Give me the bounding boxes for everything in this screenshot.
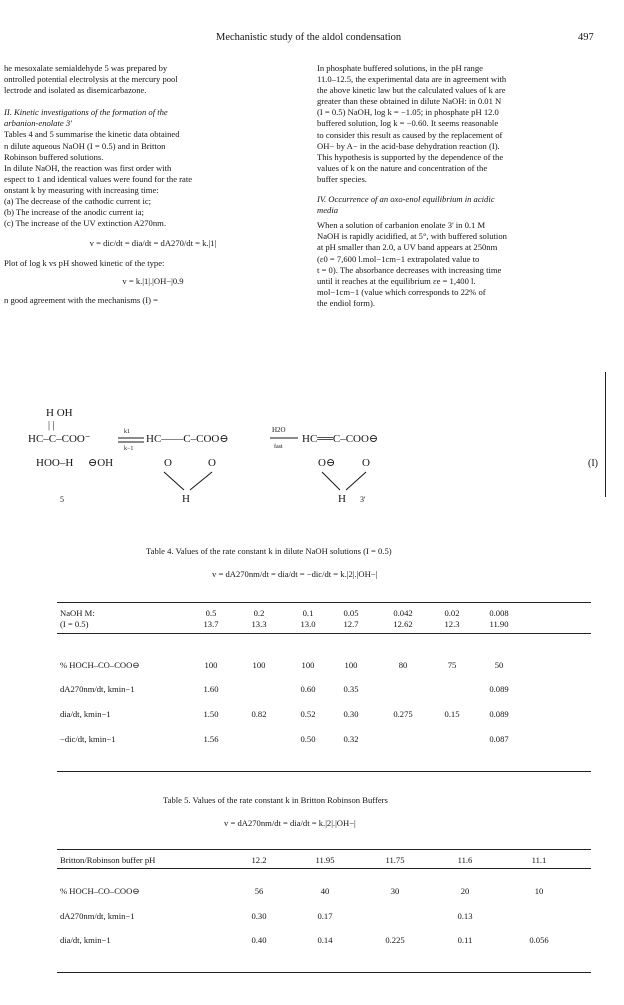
- body-line: Plot of log k vs pH showed kinetic of the type:: [4, 258, 165, 269]
- table-cell: 0.275: [393, 709, 413, 719]
- body-line: values of k on the nature and concentration of the: [317, 162, 488, 173]
- table-row-label: dA270nm/dt, kmin−1: [60, 684, 135, 694]
- table-row-label: −dic/dt, kmin−1: [60, 734, 116, 744]
- rate-k-minus-1: k−1: [124, 446, 134, 452]
- table4-header-label: NaOH M:: [60, 608, 95, 618]
- body-line: he mesoxalate semialdehyde 5 was prepared by: [4, 63, 168, 73]
- rate-k1: k1: [124, 429, 130, 435]
- scheme-label: (I): [588, 458, 598, 469]
- table-cell: 0.60: [300, 684, 316, 694]
- table-cell: 1.56: [203, 734, 219, 744]
- table-row-label: dia/dt, kmin−1: [60, 709, 111, 719]
- equation-1: v = dic/dt = dia/dt = dA270/dt = k.|1|: [89, 238, 217, 249]
- body-line: n good agreement with the mechanisms (I) =: [4, 294, 158, 305]
- table-cell: 10: [534, 886, 544, 896]
- table4-header-ionic: (I = 0.5): [60, 619, 89, 629]
- spacer: [317, 185, 602, 194]
- table-cell: 1.60: [203, 684, 219, 694]
- scheme-lower-left: HOO–H: [36, 457, 74, 469]
- table-cell: 0.05: [343, 608, 359, 618]
- section-heading: media: [317, 205, 339, 216]
- table5-header-label: Britton/Robinson buffer pH: [60, 855, 156, 865]
- table-cell: 11.95: [315, 855, 335, 865]
- body-line: This hypothesis is supported by the dependence of the: [317, 151, 504, 162]
- table4-caption: Table 4. Values of the rate constant k in dilute NaOH solutions (I = 0.5): [146, 546, 392, 556]
- scheme-oxygen: O: [362, 457, 370, 469]
- body-line: (b) The increase of the anodic current ia;: [4, 207, 144, 218]
- section-heading: arbanion-enolate 3': [4, 118, 72, 129]
- table5-top-rule: [57, 849, 591, 850]
- table-cell: 0.30: [251, 911, 267, 921]
- scheme-oxygen: O: [208, 457, 216, 469]
- table-cell: 12.62: [393, 619, 413, 629]
- left-column: [4, 63, 302, 306]
- running-title: Mechanistic study of the aldol condensation: [216, 32, 402, 43]
- table4-top-rule: [57, 602, 591, 603]
- body-line: NaOH is rapidly acidified, at 5°, with buffered solution: [317, 231, 507, 242]
- table-row-label: % HOCH–CO–COO⊖: [60, 886, 140, 896]
- body-line: In phosphate buffered solutions, in the pH range: [317, 63, 483, 73]
- section-heading: IV. Occurrence of an oxo-enol equilibrium in acidic: [317, 194, 495, 205]
- body-line: onstant k by measuring with increasing time:: [4, 184, 159, 195]
- body-line: the endiol form).: [317, 297, 375, 308]
- table-cell: 100: [252, 660, 266, 670]
- equation-2: v = k.|1|.|OH−|0.9: [122, 275, 184, 286]
- table-cell: 20: [460, 886, 470, 896]
- h-bond-line: [190, 472, 212, 490]
- table-cell: 11.1: [531, 855, 547, 865]
- table5-header-rule: [57, 868, 591, 869]
- table-cell: 0.40: [251, 935, 267, 945]
- body-line: Robinson buffered solutions.: [4, 151, 104, 162]
- table-cell: 11.90: [489, 619, 509, 629]
- table-cell: 0.2: [253, 608, 265, 618]
- scheme-oxyanion: O⊖: [318, 457, 336, 469]
- table-cell: 0.1: [302, 608, 314, 618]
- reaction-scheme: [0, 404, 624, 504]
- table5-caption: Table 5. Values of the rate constant k in Britton Robinson Buffers: [163, 795, 388, 805]
- table-cell: 0.225: [385, 935, 405, 945]
- table-cell: 13.0: [300, 619, 316, 629]
- h-bond-line: [164, 472, 184, 490]
- section-heading: II. Kinetic investigations of the formation of the: [4, 107, 168, 118]
- body-line: until it reaches at the equilibrium εe = 1,400 l.: [317, 275, 476, 286]
- compound-number-3: 3': [360, 495, 366, 504]
- body-line: buffered solution, log k = −0.60. It seems reasonable: [317, 118, 499, 129]
- body-line: OH− by A− in the acid-base dehydration reaction (I).: [317, 140, 500, 151]
- table-cell: 0.15: [444, 709, 460, 719]
- table-cell: 0.042: [393, 608, 413, 618]
- table-cell: 50: [494, 660, 504, 670]
- table5-equation: v = dA270nm/dt = dia/dt = k.|2|.|OH−|: [224, 818, 356, 828]
- body-line: (c) The increase of the UV extinction A270nm.: [4, 218, 166, 229]
- body-line: to consider this result as caused by the replacement of: [317, 129, 503, 140]
- scheme-h-oh: H OH: [46, 407, 73, 419]
- table-cell: 0.11: [457, 935, 473, 945]
- table-cell: 100: [344, 660, 358, 670]
- table-cell: 0.089: [489, 709, 509, 719]
- body-line: mol−1cm−1 (value which corresponds to 22% of: [317, 286, 486, 297]
- spacer: [4, 96, 302, 107]
- table-cell: 0.13: [457, 911, 473, 921]
- table-cell: 13.7: [203, 619, 219, 629]
- h-bond-line: [346, 472, 366, 490]
- table-cell: 0.056: [529, 935, 549, 945]
- body-line: Tables 4 and 5 summarise the kinetic data obtained: [4, 129, 180, 140]
- scheme-bonds: | |: [48, 420, 55, 431]
- table-cell: 0.089: [489, 684, 509, 694]
- scheme-fast: fast: [274, 444, 283, 450]
- table-cell: 0.008: [489, 608, 509, 618]
- table-cell: 0.52: [300, 709, 316, 719]
- table-cell: 100: [204, 660, 218, 670]
- scheme-reactant: HC–C–COO⁻: [28, 433, 91, 445]
- table-cell: 80: [398, 660, 408, 670]
- scheme-hydrogen: H: [338, 493, 346, 504]
- body-line: 11.0–12.5, the experimental data are in agreement with: [317, 74, 507, 85]
- table-cell: 0.02: [444, 608, 460, 618]
- body-line: lectrode and isolated as disemicarbazone.: [4, 85, 147, 96]
- table-cell: 0.14: [317, 935, 333, 945]
- body-line: t = 0). The absorbance decreases with increasing time: [317, 264, 502, 275]
- table-row-label: % HOCH–CO–COO⊖: [60, 660, 140, 670]
- table-row-label: dia/dt, kmin−1: [60, 935, 111, 945]
- table-cell: 0.17: [317, 911, 333, 921]
- scheme-condition: H2O: [272, 426, 286, 434]
- body-line: When a solution of carbanion enolate 3' in 0.1 M: [317, 220, 486, 231]
- table-cell: 13.3: [251, 619, 267, 629]
- scheme-hydroxide: ⊖OH: [88, 457, 114, 469]
- compound-number-5: 5: [60, 495, 64, 504]
- table-cell: 30: [390, 886, 400, 896]
- table-cell: 100: [301, 660, 315, 670]
- table-cell: 0.82: [251, 709, 267, 719]
- table-cell: 0.50: [300, 734, 316, 744]
- body-line: espect to 1 and identical values were found for the rate: [4, 173, 193, 184]
- table-cell: 0.32: [343, 734, 359, 744]
- body-line: n dilute aqueous NaOH (I = 0.5) and in Britton: [4, 140, 166, 151]
- page-number: 497: [578, 32, 594, 43]
- table-cell: 11.75: [385, 855, 405, 865]
- table-cell: 12.3: [444, 619, 460, 629]
- scheme-oxygen: O: [164, 457, 172, 469]
- table4-header-rule: [57, 633, 591, 634]
- table5-bottom-rule: [57, 972, 591, 973]
- body-line: (a) The decrease of the cathodic current ic;: [4, 196, 152, 207]
- table-cell: 0.30: [343, 709, 359, 719]
- table-cell: 0.5: [205, 608, 217, 618]
- table4-bottom-rule: [57, 771, 591, 772]
- table-cell: 0.087: [489, 734, 509, 744]
- body-line: buffer species.: [317, 173, 367, 184]
- table-row-label: dA270nm/dt, kmin−1: [60, 911, 135, 921]
- table-cell: 40: [320, 886, 330, 896]
- table-cell: 0.35: [343, 684, 359, 694]
- body-line: ontrolled potential electrolysis at the mercury pool: [4, 74, 178, 85]
- table-cell: 75: [447, 660, 457, 670]
- body-line: the above kinetic law but the calculated values of k are: [317, 85, 506, 96]
- body-line: (ε0 = 7,600 l.mol−1cm−1 extrapolated value to: [317, 253, 480, 264]
- scheme-hydrogen: H: [182, 493, 190, 504]
- body-line: at pH smaller than 2.0, a UV band appears at 250nm: [317, 242, 498, 253]
- h-bond-line: [322, 472, 340, 490]
- body-line: greater than these obtained in dilute NaOH: in 0.01 N: [317, 96, 502, 107]
- table-cell: 1.50: [203, 709, 219, 719]
- right-column: [317, 63, 602, 309]
- table-cell: 56: [254, 886, 264, 896]
- table-cell: 12.2: [251, 855, 267, 865]
- body-line: (I = 0.5) NaOH, log k = −1.05; in phosphate pH 12.0: [317, 107, 499, 118]
- body-line: In dilute NaOH, the reaction was first order with: [4, 162, 172, 173]
- scheme-product: HC══C–COO⊖: [302, 433, 379, 445]
- scheme-intermediate: HC——C–COO⊖: [146, 433, 229, 445]
- table4-equation: v = dA270nm/dt = dia/dt = −dic/dt = k.|2|.|OH−|: [212, 569, 378, 579]
- table-cell: 11.6: [457, 855, 473, 865]
- table-cell: 12.7: [343, 619, 359, 629]
